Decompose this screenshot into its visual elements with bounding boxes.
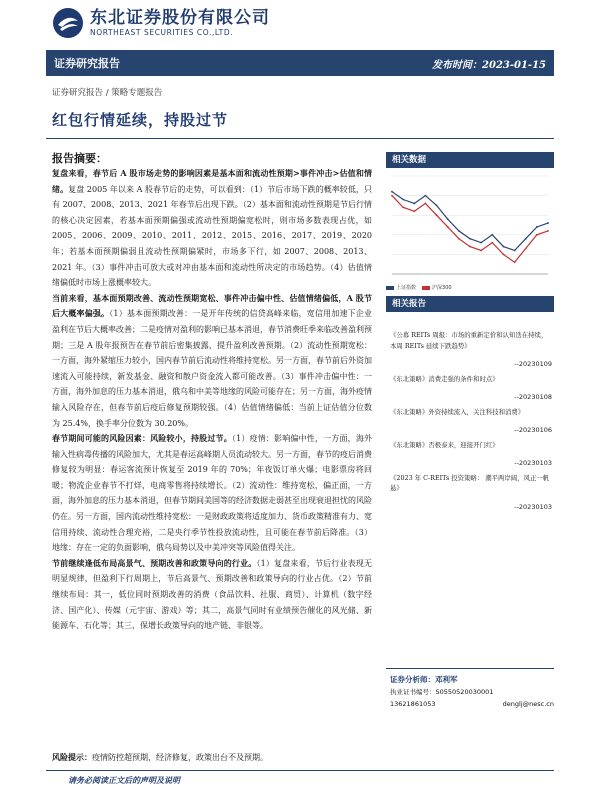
legend-label-1: 沪深300 (432, 285, 452, 291)
chart-point (503, 246, 505, 248)
chart-point (525, 248, 527, 250)
chart-point (547, 230, 549, 232)
chart-point (391, 195, 393, 197)
legend-item-0 (386, 284, 416, 291)
chart-series-0 (392, 192, 548, 251)
chart-point (491, 234, 493, 236)
related-report-0[interactable] (390, 330, 552, 370)
chart-point (425, 195, 427, 197)
chart-point (391, 191, 393, 193)
chart-point (514, 261, 516, 263)
related-report-title[interactable]: 《东北策略》消费走强的条件和时点》 (390, 374, 499, 383)
report-header-bar (46, 50, 554, 76)
chart-svg (386, 170, 554, 282)
chart-point (525, 238, 527, 240)
analyst-phone: 13621861053 (390, 700, 436, 708)
related-report-1[interactable] (390, 374, 552, 403)
related-reports-header: 相关报告 (386, 296, 554, 312)
chart-point (547, 222, 549, 224)
license-number: S0550520030001 (435, 688, 494, 696)
related-report-4[interactable] (390, 473, 552, 513)
paragraph-1-lead: 复盘来看，春节后 A 股市场走势的影响因素是基本面和流动性预期>事件冲击>估值和情绪。 (52, 168, 372, 194)
chart-point (536, 226, 538, 228)
paragraph-3-text: （1）疫情：影响偏中性，一方面，海外输入性病毒传播的风险加大，尤其是春运高峰期人员流动较大。另一方面，春节的疫后消费修复较为明显：春运客流预计恢复至 2019 年的 70%；年夜饭订单火爆；电影票房将回暖；物流企业春节不打烊，电商零售将持续增长。（2）流动性：维持宽松，偏正面，一方面，海外加息的压力基本消退，但春节期间美国等的经济数据走弱甚至出现衰退担忧的风险仍在。另一方面，国内流动性维持宽松：一是财政政策将适度加力、货币政策精准有力、宽信用持续、流动性合理充裕，二是央行季节性投放流动性，且可能在春节前后降准。（3）地缘：存在一定的负面影响，俄乌局势以及中美冲突等风险值得关注。 (52, 434, 373, 553)
chart-point (536, 234, 538, 236)
legend-label-0: 上证指数 (396, 285, 417, 291)
related-report-title[interactable]: 《东北策略》外资持续流入，关注科技和消费》 (390, 407, 525, 416)
chart-point (436, 214, 438, 216)
related-report-date: --20230108 (514, 393, 552, 401)
chart-point (402, 199, 404, 201)
chart-point (447, 218, 449, 220)
footer-divider (46, 770, 554, 771)
company-logo (52, 6, 270, 40)
risk-label: 风险提示： (52, 752, 92, 762)
paragraph-4-text: （1）复盘来看，节后行业表现无明显规律，但盈利下行周期上，节后高景气、预期改善和政策导向的行业占优。（2）节前继续布局：其一，低位同时预期改善的消费（食品饮料、社服、商贸）、计算机（数字经济、国产化）、传媒（元宇宙、游戏）等；其二，高景气同时有业绩预告催化的风光储、新能源车、石化等；其三，保增长政策导向的地产链、非银等。 (52, 558, 373, 631)
related-report-date: --20230103 (514, 459, 552, 467)
analyst-block (390, 674, 554, 710)
chart-point (413, 210, 415, 212)
risk-text: 疫情防控超预期，经济修复，政策出台不及预期。 (92, 753, 268, 762)
related-report-date: --20230103 (514, 502, 552, 511)
publish-date: 发布时间：2023-01-15 (432, 59, 546, 71)
related-report-date: --20230109 (514, 360, 552, 368)
title-divider (46, 138, 554, 139)
chart-point (447, 226, 449, 228)
footer-disclaimer: 请务必阅读正文后的声明及说明 (68, 775, 180, 785)
paragraph-2-text: （1）基本面预期改善：一是开年传统的信贷高峰来临，宽信用加速下企业盈利在节后大概率改善；二是疫情对盈利的影响已基本消退，春节消费旺季来临改善盈利预期；三是 A 股年报预告在春节前后密集披露，提升盈利改善预期。（2）流动性预期宽松：一方面，海外紧缩压力较小，国内春节前后流动性将维持宽松。另一方面，春节前后外资加速流入可能持续，新发基金、融资和散户资金流入都可能改善。（3）事件冲击偏中性：一方面，海外加息的压力基本消退，俄乌和中美等地缘的风险可能存在；另一方面，海外疫情输入风险存在，但春节前后疫后修复预期较强。（4）估值情绪偏低：当前上证估值分位数为 25.4%，换手率分位数为 30.20%。 (52, 309, 373, 428)
related-report-date: --20230106 (514, 426, 552, 434)
abstract-paragraph-2 (52, 291, 372, 431)
related-data-header: 相关数据 (386, 152, 554, 168)
abstract-paragraph-1 (52, 166, 372, 291)
page-title: 红包行情延续，持股过节 (52, 111, 229, 129)
chart-series-1 (392, 196, 548, 263)
analyst-divider (386, 668, 554, 669)
related-report-title[interactable]: 《公募 REITs 周报：市场的重新定价和认知迭在持续，本周 REITs 延续下跌趋势》 (390, 331, 548, 350)
analyst-email[interactable]: denglj@nesc.cn (502, 700, 554, 708)
risk-warning (52, 752, 268, 763)
legend-item-1 (422, 284, 452, 291)
chart-point (480, 242, 482, 244)
paragraph-2-lead: 当前来看，基本面预期改善、流动性预期宽松、事件冲击偏中性、估值情绪偏低，A 股节后大概率偏强。 (52, 292, 372, 319)
chart-point (458, 238, 460, 240)
chart-point (413, 203, 415, 205)
chart-point (514, 250, 516, 252)
related-data-chart (386, 170, 554, 282)
analyst-contact (390, 698, 554, 710)
related-report-title[interactable]: 《东北策略》否极泰来，迎接开门红》 (390, 440, 499, 449)
paragraph-3-lead: 春节期间可能的风险因素：风险较小，持股过节。 (52, 433, 232, 444)
related-reports-list (390, 330, 552, 516)
chart-point (491, 242, 493, 244)
abstract-body (52, 166, 372, 634)
abstract-paragraph-3 (52, 431, 372, 556)
chart-point (469, 238, 471, 240)
chart-point (503, 254, 505, 256)
analyst-name: 证券分析师：邓利军 (390, 675, 458, 684)
related-report-3[interactable] (390, 440, 552, 469)
chart-point (425, 203, 427, 205)
company-name-en: NORTHEAST SECURITIES CO.,LTD. (90, 27, 234, 37)
analyst-license (390, 686, 554, 698)
breadcrumb: 证券研究报告 / 策略专题报告 (52, 88, 163, 98)
paragraph-4-lead: 节前继续逢低布局高景气、预期改善和政策导向的行业。 (52, 557, 257, 568)
chart-point (458, 230, 460, 232)
chart-point (480, 250, 482, 252)
chart-point (402, 206, 404, 208)
abstract-paragraph-4 (52, 556, 372, 634)
company-name-cn: 东北证券股份有限公司 (90, 7, 270, 28)
chart-legend (386, 284, 554, 291)
company-logo-icon (52, 7, 84, 39)
abstract-label: 报告摘要： (52, 152, 107, 165)
report-type: 证券研究报告 (54, 57, 120, 70)
license-label: 执业证书编号： (390, 688, 436, 696)
paragraph-1-text: 复盘 2005 年以来 A 股春节后的走势，可以看到：（1）节后市场下跌的概率较低，只有 2007、2008、2013、2021 年春节后出现下跌。（2）基本面和流动性预期是节后行情的核心决定因素，若基本面预期偏强或流动性预期偏宽松时，则市场多数表现占优，如 2005、2006、2009、2010、2011、2012、2015、2016、2017、2019、2020 年；若基本面预期偏弱且流动性预期偏紧时，市场多下行，如 2007、2008、2013、2021 年。（3）事件冲击可放大或对冲由基本面和流动性所决定的市场趋势。（4）估值情绪偏低时市场上涨概率较大。 (52, 184, 372, 288)
chart-point (469, 246, 471, 248)
chart-point (436, 205, 438, 207)
related-report-title[interactable]: 《2023 年 C-REITs 投资策略： 潮平两岸阔，风正一帆悬》 (390, 473, 550, 492)
related-report-2[interactable] (390, 407, 552, 436)
